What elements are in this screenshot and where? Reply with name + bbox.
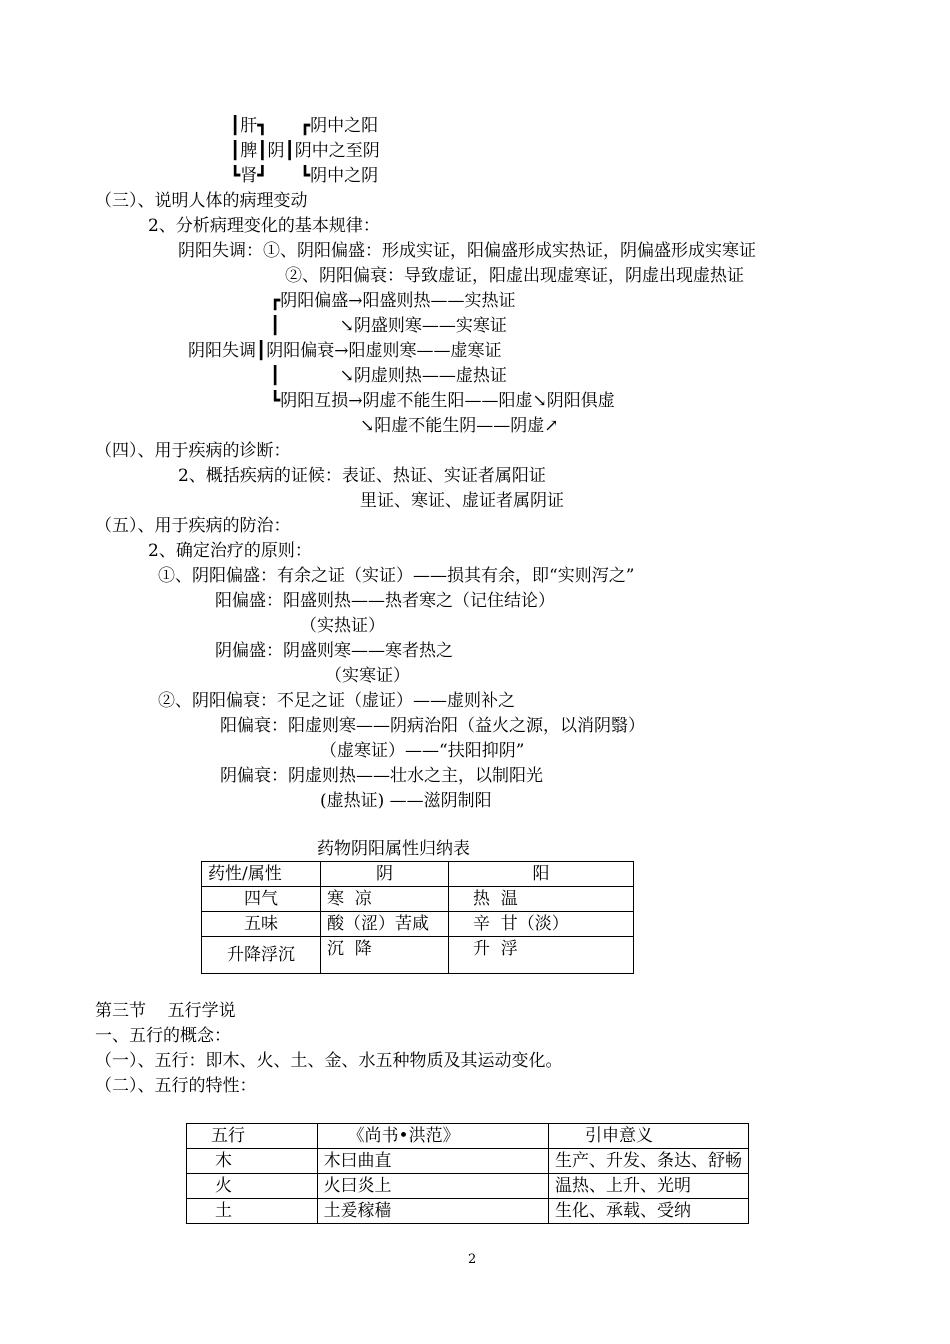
section-4-line-2: 里证、寒证、虚证者属阴证: [360, 491, 564, 511]
treatment-line-7: 阳偏衰：阳虚则寒——阴病治阳（益火之源，以消阴翳）: [220, 716, 645, 736]
table-cell: 木曰曲直: [317, 1149, 548, 1174]
section-title: 第三节 五行学说: [95, 1001, 236, 1021]
treatment-line-3: （实热证）: [300, 616, 385, 636]
section-5-heading: （五）、用于疾病的防治：: [95, 516, 291, 536]
five-elements-table: [186, 1123, 749, 1224]
section-4-line-1: 2、概括疾病的证候：表证、热证、实证者属阳证: [178, 466, 546, 486]
treatment-line-9: 阴偏衰：阴虚则热——壮水之主，以制阳光: [220, 766, 543, 786]
table-cell: 五味: [202, 912, 321, 937]
wuxing-heading-2: （一）、五行：即木、火、土、金、水五种物质及其运动变化。: [95, 1051, 563, 1071]
table-cell: 火曰炎上: [317, 1174, 548, 1199]
diagram-line-4: ┃ ↘阴虚则热——虚热证: [270, 366, 507, 386]
table-row: [202, 912, 634, 937]
organ-line-spleen: ┃脾┃阴┃阴中之至阴: [230, 141, 380, 161]
table-cell: 温热、上升、光明: [549, 1174, 749, 1199]
table-cell: 生化、承载、受纳: [549, 1199, 749, 1224]
diagram-line-3: 阴阳失调┃阴阳偏衰→阳虚则寒——虚寒证: [188, 341, 502, 361]
table-header-cell: 《尚书•洪范》: [317, 1124, 548, 1149]
organ-line-liver: ┃肝┓ ┏阴中之阳: [230, 116, 379, 136]
section-4-heading: （四）、用于疾病的诊断：: [95, 441, 291, 461]
diagram-line-6: ↘阳虚不能生阴——阴虚↗: [360, 416, 559, 436]
table-cell: 土: [187, 1199, 318, 1224]
table-header-row: [187, 1124, 749, 1149]
table-row: [187, 1174, 749, 1199]
drug-property-table: [201, 861, 634, 974]
treatment-line-2: 阳偏盛：阳盛则热——热者寒之（记住结论）: [215, 591, 555, 611]
table-cell: 四气: [202, 887, 321, 912]
treatment-line-8: （虚寒证）——“扶阳抑阴”: [320, 741, 525, 761]
table-cell: 升 浮: [449, 937, 634, 974]
table-row: [202, 887, 634, 912]
table-cell: 升降浮沉: [202, 937, 321, 974]
treatment-line-4: 阴偏盛：阴盛则寒——寒者热之: [215, 641, 453, 661]
section-3-item-2: 2、分析病理变化的基本规律：: [148, 216, 380, 236]
treatment-line-5: （实寒证）: [325, 666, 410, 686]
table-cell: 生产、升发、条达、舒畅: [549, 1149, 749, 1174]
table-header-cell: 药性/属性: [202, 862, 321, 887]
table-row: [187, 1149, 749, 1174]
table-header-cell: 五行: [187, 1124, 318, 1149]
table-cell: 土爰稼穑: [317, 1199, 548, 1224]
section-3-heading: （三）、说明人体的病理变动: [95, 191, 308, 211]
table-row: [202, 937, 634, 974]
treatment-line-1: ①、阴阳偏盛：有余之证（实证）——损其有余，即“实则泻之”: [158, 566, 635, 586]
diagram-line-2: ┃ ↘阴盛则寒——实寒证: [270, 316, 507, 336]
wuxing-heading-3: （二）、五行的特性：: [95, 1076, 257, 1096]
table-header-cell: 阴: [321, 862, 449, 887]
page-number: 2: [468, 1252, 477, 1267]
wuxing-heading-1: 一、五行的概念：: [95, 1026, 231, 1046]
table-cell: 酸（涩）苦咸: [321, 912, 449, 937]
organ-line-kidney: ┗肾┛ ┗阴中之阴: [230, 166, 379, 186]
drug-table-caption: 药物阴阳属性归纳表: [317, 839, 470, 859]
table-cell: 寒 凉: [321, 887, 449, 912]
table-header-cell: 引申意义: [549, 1124, 749, 1149]
table-header-cell: 阳: [449, 862, 634, 887]
table-cell: 火: [187, 1174, 318, 1199]
table-cell: 热 温: [449, 887, 634, 912]
table-cell: 沉 降: [321, 937, 449, 974]
pathology-line-excess: 阴阳失调：①、阴阳偏盛：形成实证，阳偏盛形成实热证，阴偏盛形成实寒证: [178, 241, 756, 261]
table-header-row: [202, 862, 634, 887]
treatment-line-10: (虚热证) ——滋阴制阳: [320, 791, 492, 811]
section-5-item-2: 2、确定治疗的原则：: [148, 541, 312, 561]
table-row: [187, 1199, 749, 1224]
treatment-line-6: ②、阴阳偏衰：不足之证（虚证）——虚则补之: [158, 691, 515, 711]
diagram-line-5: ┗阴阳互损→阴虚不能生阳——阳虚↘阴阳俱虚: [270, 391, 615, 411]
table-cell: 辛 甘（淡）: [449, 912, 634, 937]
table-cell: 木: [187, 1149, 318, 1174]
pathology-line-deficiency: ②、阴阳偏衰：导致虚证，阳虚出现虚寒证，阴虚出现虚热证: [285, 266, 744, 286]
diagram-line-1: ┏阴阳偏盛→阳盛则热——实热证: [270, 291, 516, 311]
